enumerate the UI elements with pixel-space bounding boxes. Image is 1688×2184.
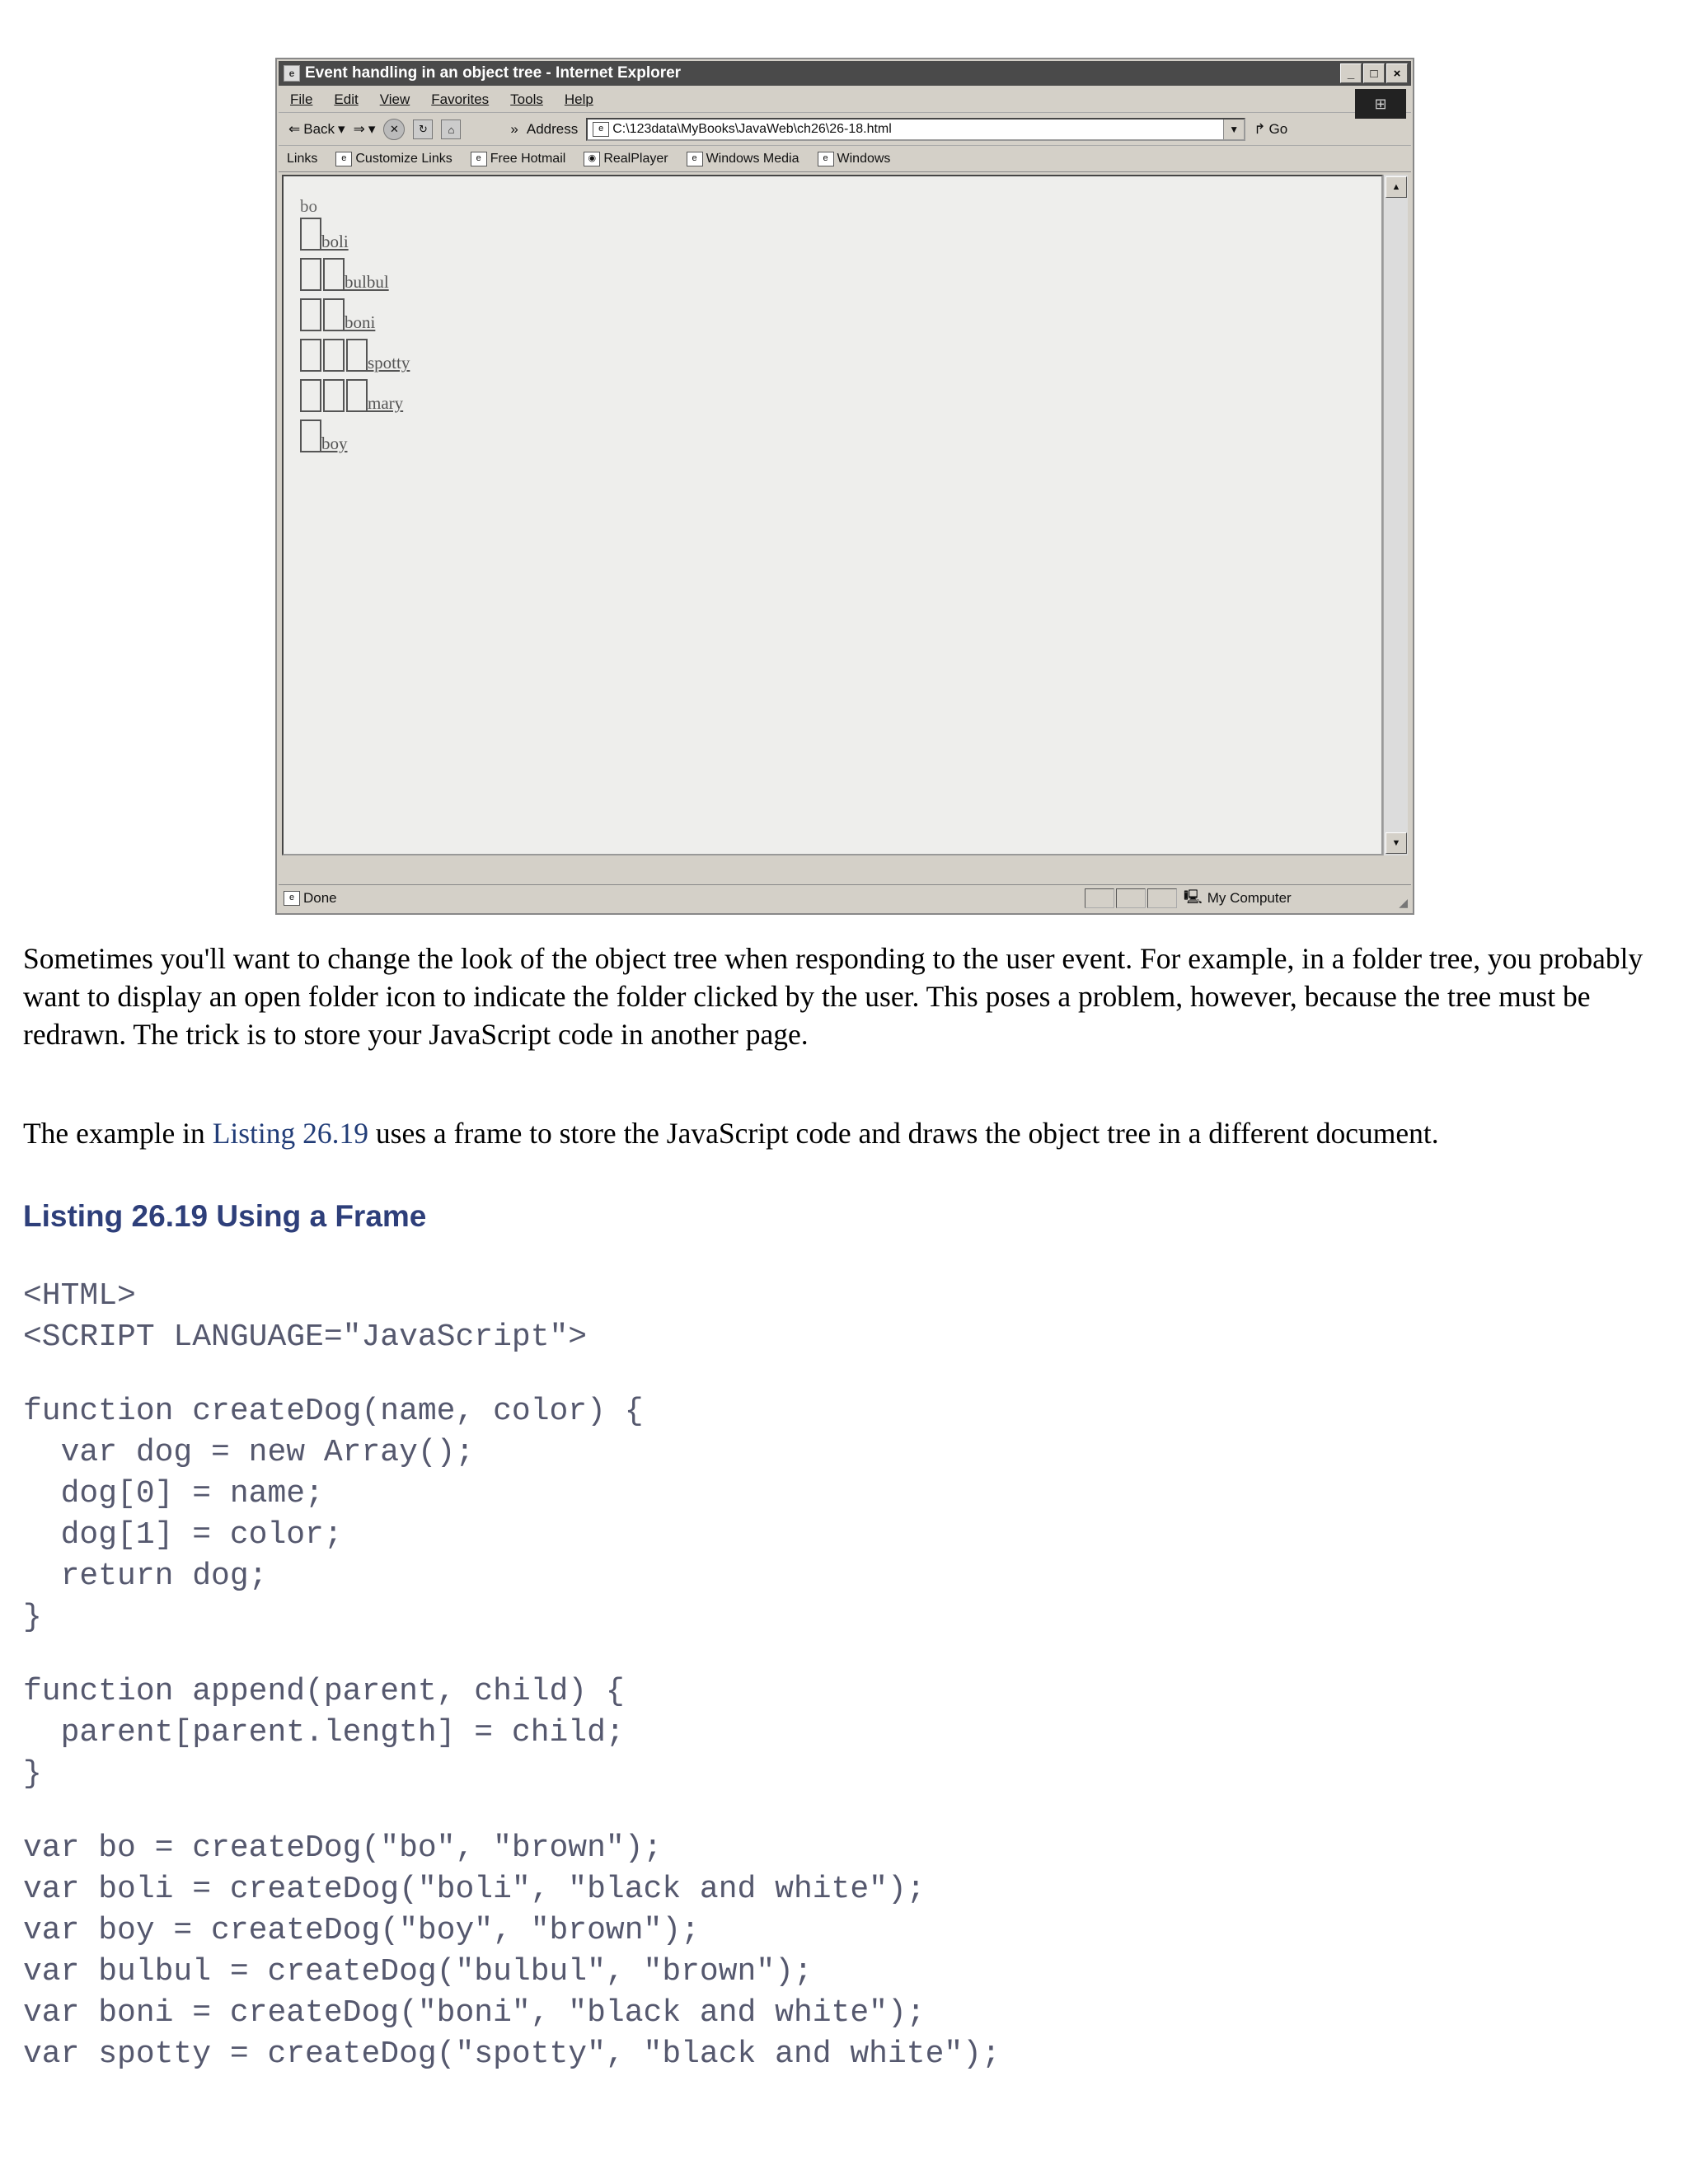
tree-indent-box xyxy=(300,419,321,452)
tree-row xyxy=(300,332,410,372)
computer-icon: 🖳 xyxy=(1184,888,1203,905)
go-button[interactable]: ↱ Go xyxy=(1254,121,1288,137)
link-realplayer[interactable]: ◉ RealPlayer xyxy=(584,152,668,166)
link-page-icon: e xyxy=(471,152,487,166)
link-hotmail[interactable]: e Free Hotmail xyxy=(471,152,566,166)
zone-label: My Computer xyxy=(1207,890,1292,906)
link-customize[interactable]: e Customize Links xyxy=(335,152,452,166)
code-line: var boli = createDog("boli", "black and white"); xyxy=(23,1872,926,1907)
tree-row xyxy=(300,211,349,251)
link-windows-media[interactable]: e Windows Media xyxy=(687,152,799,166)
code-line: dog[0] = name; xyxy=(23,1476,324,1511)
code-line: var bo = createDog("bo", "brown"); xyxy=(23,1830,663,1866)
status-page-icon: e xyxy=(284,891,300,906)
status-bar xyxy=(279,884,1411,912)
tree-indent-box xyxy=(323,298,345,331)
windows-logo-icon: ⊞ xyxy=(1355,89,1406,119)
close-button[interactable]: × xyxy=(1386,63,1408,83)
paragraph-2: The example in Listing 26.19 uses a frame to store the JavaScript code and draws the object tree in a different document. xyxy=(23,1117,1439,1150)
code-blank-line xyxy=(23,1795,1001,1828)
code-line: <SCRIPT LANGUAGE="JavaScript"> xyxy=(23,1319,588,1355)
menu-tools[interactable]: Tools xyxy=(510,91,543,107)
browser-window-screenshot xyxy=(275,58,1414,915)
address-label: Address xyxy=(526,121,579,137)
code-listing xyxy=(23,1276,1001,2075)
resize-grip-icon[interactable]: ◢ xyxy=(1399,896,1408,909)
tree-row xyxy=(300,251,389,291)
realplayer-icon: ◉ xyxy=(584,152,600,166)
address-value: C:\123data\MyBooks\JavaWeb\ch26\26-18.html xyxy=(612,122,892,136)
vertical-scrollbar[interactable] xyxy=(1383,175,1408,855)
minimize-button[interactable]: _ xyxy=(1340,63,1362,83)
links-bar xyxy=(279,147,1411,172)
stop-icon[interactable]: ✕ xyxy=(383,119,405,140)
paragraph-1: Sometimes you'll want to change the look of the object tree when responding to the user event. For example, in a folder tree, you probably want to display an open folder icon to indicate the folder clicked by the user. This poses a problem, however, because the tree must be redrawn. The trick is to store your JavaScript code in another page. xyxy=(23,942,1643,1051)
code-line: <HTML> xyxy=(23,1278,136,1314)
tree-link-spotty[interactable]: spotty xyxy=(368,353,410,373)
links-label: Links xyxy=(287,152,318,166)
tree-row xyxy=(300,373,403,412)
tree-link-boli[interactable]: boli xyxy=(321,232,349,251)
maximize-button[interactable]: □ xyxy=(1363,63,1385,83)
menu-view[interactable]: View xyxy=(379,91,410,107)
tree-indent-box xyxy=(300,339,321,372)
code-line: var bulbul = createDog("bulbul", "brown"); xyxy=(23,1954,813,1990)
back-button[interactable]: ⇐ Back ▾ xyxy=(288,121,345,137)
back-arrow-icon: ⇐ xyxy=(288,121,301,137)
status-panel xyxy=(1147,888,1177,908)
tree-indent-box xyxy=(323,339,345,372)
tree-link-mary[interactable]: mary xyxy=(368,393,404,413)
menu-edit[interactable]: Edit xyxy=(334,91,359,107)
code-line: var spotty = createDog("spotty", "black and white"); xyxy=(23,2036,1001,2072)
scroll-up-icon[interactable]: ▲ xyxy=(1386,176,1407,198)
code-line: var dog = new Array(); xyxy=(23,1435,475,1470)
tree-indent-box xyxy=(323,258,345,291)
listing-heading: Listing 26.19 Using a Frame xyxy=(23,1199,427,1233)
tree-link-boni[interactable]: boni xyxy=(345,312,376,332)
tree-indent-box xyxy=(300,298,321,331)
code-line: } xyxy=(23,1600,42,1635)
go-arrow-icon: ↱ xyxy=(1254,121,1266,137)
address-field[interactable] xyxy=(586,118,1245,141)
code-blank-line xyxy=(23,1638,1001,1671)
tree-link-boy[interactable]: boy xyxy=(321,434,348,453)
scroll-down-icon[interactable]: ▼ xyxy=(1386,832,1407,854)
menu-help[interactable]: Help xyxy=(564,91,593,107)
dropdown-arrow-icon: ▾ xyxy=(368,121,376,137)
tree-row xyxy=(300,413,348,452)
tree-indent-box xyxy=(346,379,368,412)
page-content xyxy=(282,175,1383,855)
ie-page-icon: e xyxy=(284,65,300,82)
chevron-down-icon[interactable]: ▼ xyxy=(1223,120,1244,139)
tree-row xyxy=(300,292,375,331)
page-icon: e xyxy=(593,122,609,137)
tree-indent-box xyxy=(300,218,321,251)
code-line: var boy = createDog("boy", "brown"); xyxy=(23,1913,700,1948)
chevron-more-icon[interactable]: » xyxy=(510,121,518,137)
tree-indent-box xyxy=(346,339,368,372)
status-panel xyxy=(1085,888,1114,908)
tree-link-bulbul[interactable]: bulbul xyxy=(345,272,389,292)
refresh-icon[interactable]: ↻ xyxy=(413,120,433,139)
tree-indent-box xyxy=(323,379,345,412)
status-panel xyxy=(1116,888,1146,908)
window-title: Event handling in an object tree - Internet Explorer xyxy=(305,64,682,82)
dropdown-arrow-icon: ▾ xyxy=(338,121,345,137)
toolbar xyxy=(279,114,1411,146)
menu-bar xyxy=(279,87,1411,113)
status-text: Done xyxy=(303,890,337,906)
code-line: function append(parent, child) { xyxy=(23,1674,625,1709)
code-blank-line xyxy=(23,1358,1001,1391)
link-page-icon: e xyxy=(818,152,834,166)
listing-link[interactable]: Listing 26.19 xyxy=(212,1117,369,1150)
tree-indent-box xyxy=(300,258,321,291)
code-line: parent[parent.length] = child; xyxy=(23,1715,625,1750)
code-line: return dog; xyxy=(23,1558,268,1594)
code-line: } xyxy=(23,1756,42,1792)
link-windows[interactable]: e Windows xyxy=(818,152,891,166)
link-page-icon: e xyxy=(335,152,352,166)
code-line: dog[1] = color; xyxy=(23,1517,343,1553)
menu-file[interactable]: File xyxy=(290,91,313,107)
title-bar xyxy=(279,61,1411,86)
zone-panel xyxy=(1179,888,1376,908)
home-icon[interactable]: ⌂ xyxy=(441,120,461,139)
link-page-icon: e xyxy=(687,152,703,166)
forward-button[interactable] xyxy=(354,121,376,138)
tree-indent-box xyxy=(300,379,321,412)
tree-root-label: bo xyxy=(300,196,317,216)
code-line: var boni = createDog("boni", "black and white"); xyxy=(23,1995,926,2031)
forward-arrow-icon: ⇒ xyxy=(353,121,365,137)
code-line: function createDog(name, color) { xyxy=(23,1394,644,1429)
menu-favorites[interactable]: Favorites xyxy=(431,91,490,107)
